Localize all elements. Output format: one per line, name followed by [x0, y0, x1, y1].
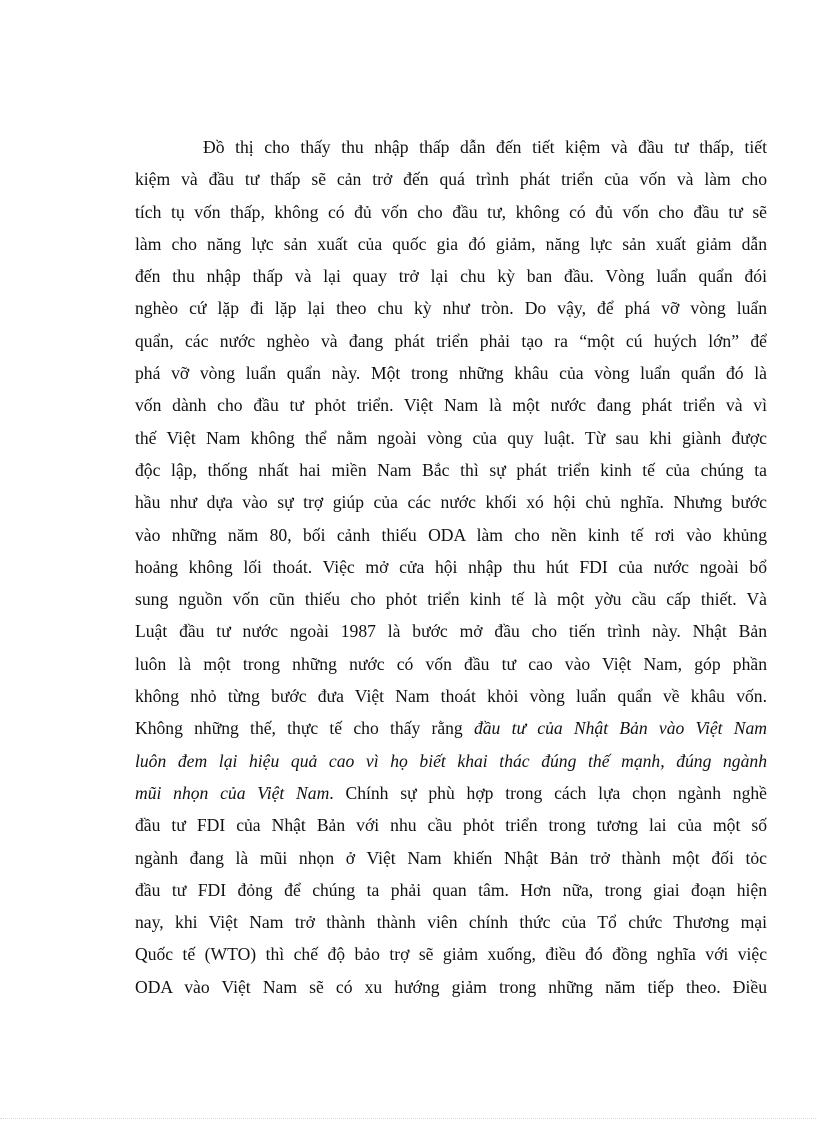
text-line-24: đầu tư FDI đỏng để chúng ta phải quan tâm. Hơn nữa, trong giai đoạn hiện	[135, 879, 767, 900]
text-line-21-italic: mũi nhọn của Việt Nam	[135, 782, 330, 803]
text-line-18: không nhỏ từng bước đưa Việt Nam thoát khỏi vòng luẩn quẩn về khâu vốn.	[135, 686, 767, 707]
text-line-10: thế Việt Nam không thể nằm ngoài vòng của quy luật. Từ sau khi giành được	[135, 427, 767, 448]
text-line-12: hầu như dựa vào sự trợ giúp của các nước khối xó hội chủ nghĩa. Nhưng bước	[135, 492, 767, 513]
text-line-9: vốn dành cho đầu tư phỏt triển. Việt Nam là một nước đang phát triển và vì	[135, 395, 767, 416]
text-line-19	[135, 712, 767, 744]
text-line-2: kiệm và đầu tư thấp sẽ cản trở đến quá trình phát triển của vốn và làm cho	[135, 169, 767, 190]
text-line-4: làm cho năng lực sản xuất của quốc gia đó giảm, năng lực sản xuất giảm dẫn	[135, 233, 767, 254]
text-line-19-normal: Không những thế, thực tế cho thấy rằng	[135, 718, 474, 739]
text-line-3: tích tụ vốn thấp, không có đủ vốn cho đầu tư, không có đủ vốn cho đầu tư sẽ	[135, 201, 767, 222]
text-line-16: Luật đầu tư nước ngoài 1987 là bước mở đầu cho tiến trình này. Nhật Bản	[135, 621, 767, 642]
text-line-19-italic: đầu tư của Nhật Bản vào Việt Nam	[473, 718, 767, 739]
text-line-15: sung nguồn vốn cũn thiếu cho phỏt triển kinh tế là một yờu cầu cấp thiết. Và	[135, 589, 767, 610]
text-line-22: đầu tư FDI của Nhật Bản với nhu cầu phỏt triển trong tương lai của một số	[135, 815, 767, 836]
text-line-13: vào những năm 80, bối cảnh thiếu ODA làm cho nền kinh tế rơi vào khủng	[135, 524, 767, 545]
text-line-20: luôn đem lại hiệu quả cao vì họ biết khai thác đúng thế mạnh, đúng ngành	[135, 750, 767, 771]
text-line-5: đến thu nhập thấp và lại quay trở lại chu kỳ ban đầu. Vòng luẩn quẩn đói	[135, 266, 767, 287]
body-paragraph	[135, 131, 767, 1003]
text-line-23: ngành đang là mũi nhọn ở Việt Nam khiến Nhật Bản trở thành một đối tỏc	[135, 847, 767, 868]
page-bottom-divider	[0, 1118, 816, 1119]
text-line-26: Quốc tế (WTO) thì chế độ bảo trợ sẽ giảm xuống, điều đó đồng nghĩa với việc	[135, 944, 767, 965]
text-line-27: ODA vào Việt Nam sẽ có xu hướng giảm trong những năm tiếp theo. Điều	[135, 976, 767, 997]
text-line-6: nghèo cứ lặp đi lặp lại theo chu kỳ như tròn. Do vậy, để phá vỡ vòng luẩn	[135, 298, 767, 319]
text-line-11: độc lập, thống nhất hai miền Nam Bắc thì sự phát triển kinh tế của chúng ta	[135, 459, 767, 480]
text-line-7: quẩn, các nước nghèo và đang phát triển phải tạo ra “một cú huých lớn” để	[135, 330, 767, 351]
text-line-14: hoảng không lối thoát. Việc mở cửa hội nhập thu hút FDI của nước ngoài bổ	[135, 556, 767, 577]
text-line-21	[135, 777, 767, 809]
text-line-17: luôn là một trong những nước có vốn đầu tư cao vào Việt Nam, góp phần	[135, 653, 767, 674]
text-line-25: nay, khi Việt Nam trở thành thành viên chính thức của Tổ chức Thương mại	[135, 912, 767, 933]
text-line-21-normal: . Chính sự phù hợp trong cách lựa chọn ngành nghề	[329, 782, 767, 803]
text-line-1: Đồ thị cho thấy thu nhập thấp dẫn đến tiết kiệm và đầu tư thấp, tiết	[203, 137, 767, 157]
text-line-8: phá vỡ vòng luẩn quẩn này. Một trong những khâu của vòng luẩn quẩn đó là	[135, 363, 767, 384]
